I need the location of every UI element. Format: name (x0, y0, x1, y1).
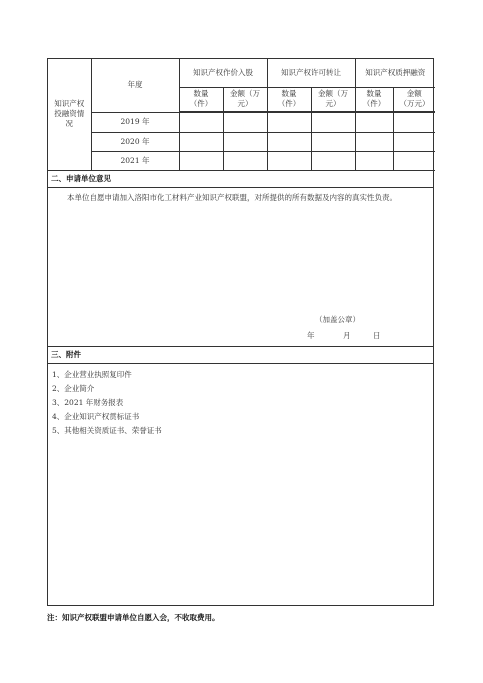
declaration-text: 本单位自愿申请加入洛阳市化工材料产业知识产权联盟，对所提供的所有数据及内容的真实性负责。 (67, 192, 397, 202)
sub-header-quantity: 数量（件） (267, 87, 311, 111)
data-cell[interactable] (267, 151, 311, 170)
section-attachments-title: 三、附件 (48, 347, 433, 364)
attachment-list (48, 364, 433, 438)
attachment-item: 4、企业知识产权贯标证书 (52, 411, 140, 421)
attachment-item: 1、企业营业执照复印件 (52, 369, 132, 379)
data-cell[interactable] (355, 112, 393, 132)
data-cell[interactable] (311, 112, 355, 132)
year-header: 年度 (91, 59, 179, 112)
data-cell[interactable] (311, 151, 355, 170)
group-header-equity: 知识产权作价入股 (179, 59, 267, 87)
financing-side-label: 知识产权投融资情况 (48, 59, 91, 170)
date-year-label: 年 (307, 330, 315, 340)
footer-note: 注：知识产权联盟申请单位自愿入会，不收取费用。 (47, 613, 220, 622)
group-header-license: 知识产权许可转让 (267, 59, 355, 87)
attachment-item: 5、其他相关资质证书、荣誉证书 (52, 425, 162, 435)
section-opinion-body (48, 188, 433, 347)
sub-header-amount: 金额（万元） (311, 87, 355, 111)
data-cell[interactable] (393, 112, 435, 132)
data-cell[interactable] (179, 132, 223, 151)
section-opinion-title: 二、申请单位意见 (48, 171, 433, 188)
attachment-item: 3、2021 年财务报表 (52, 397, 124, 407)
application-form (47, 58, 434, 606)
date-day-label: 日 (373, 330, 381, 340)
sub-header-quantity: 数量（件） (355, 87, 393, 111)
data-cell[interactable] (223, 112, 267, 132)
official-seal-label: （加盖公章） (315, 314, 360, 324)
data-cell[interactable] (393, 151, 435, 170)
data-cell[interactable] (393, 132, 435, 151)
attachment-item: 2、企业简介 (52, 383, 95, 393)
sub-header-amount: 金额（万元） (393, 87, 435, 111)
data-cell[interactable] (223, 151, 267, 170)
data-cell[interactable] (267, 112, 311, 132)
ip-financing-table (48, 59, 435, 171)
section-attachments-body (48, 364, 433, 438)
sub-header-quantity: 数量（件） (179, 87, 223, 111)
data-cell[interactable] (179, 151, 223, 170)
year-row-label: 2021 年 (91, 151, 179, 170)
year-row-label: 2019 年 (91, 112, 179, 132)
sub-header-amount: 金额（万元） (223, 87, 267, 111)
year-row-label: 2020 年 (91, 132, 179, 151)
data-cell[interactable] (267, 132, 311, 151)
data-cell[interactable] (223, 132, 267, 151)
data-cell[interactable] (311, 132, 355, 151)
data-cell[interactable] (355, 132, 393, 151)
data-cell[interactable] (355, 151, 393, 170)
group-header-pledge: 知识产权质押融资 (355, 59, 435, 87)
date-month-label: 月 (343, 330, 351, 340)
data-cell[interactable] (179, 112, 223, 132)
